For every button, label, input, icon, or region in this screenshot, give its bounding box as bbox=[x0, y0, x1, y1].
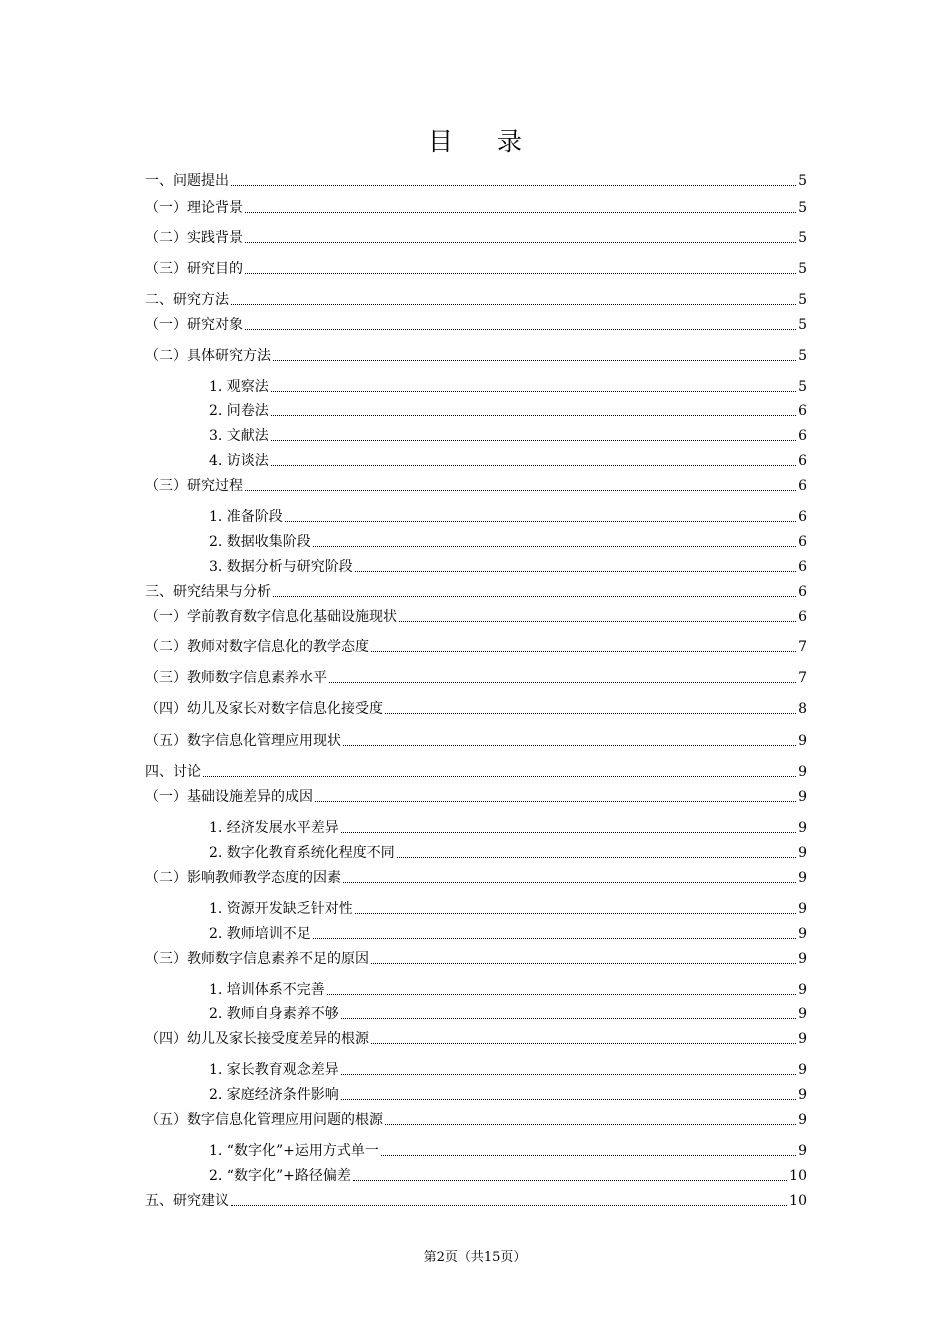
toc-entry-page-number: 5 bbox=[798, 261, 807, 277]
toc-entry[interactable] bbox=[145, 314, 807, 334]
toc-entry[interactable] bbox=[145, 1109, 807, 1129]
toc-entry[interactable] bbox=[209, 376, 807, 396]
toc-entry-page-number: 10 bbox=[789, 1168, 807, 1184]
toc-entry-label: 2. 数据收集阶段 bbox=[209, 534, 311, 550]
toc-dot-leader bbox=[371, 963, 796, 964]
toc-entry-page-number: 6 bbox=[798, 478, 807, 494]
toc-entry[interactable] bbox=[145, 258, 807, 278]
toc-dot-leader bbox=[245, 273, 796, 274]
toc-entry-page-number: 9 bbox=[798, 1031, 807, 1047]
toc-entry[interactable] bbox=[209, 923, 807, 943]
toc-entry-page-number: 6 bbox=[798, 559, 807, 575]
toc-entry[interactable] bbox=[145, 345, 807, 365]
toc-entry-label: 2. 数字化教育系统化程度不同 bbox=[209, 845, 395, 861]
toc-dot-leader bbox=[231, 185, 796, 186]
toc-entry-label: （三）教师数字信息素养不足的原因 bbox=[145, 951, 369, 967]
toc-dot-leader bbox=[341, 1018, 796, 1019]
toc-dot-leader bbox=[353, 1180, 787, 1181]
toc-entry-label: 2. “数字化”+路径偏差 bbox=[209, 1168, 351, 1184]
page-footer: 第2页（共15页） bbox=[423, 1250, 527, 1265]
toc-dot-leader bbox=[341, 1099, 796, 1100]
toc-entry[interactable] bbox=[209, 1140, 807, 1160]
toc-entry[interactable] bbox=[145, 786, 807, 806]
toc-entry-label: 2. 教师培训不足 bbox=[209, 926, 311, 942]
toc-entry-label: 2. 问卷法 bbox=[209, 403, 269, 419]
toc-entry-label: 4. 访谈法 bbox=[209, 453, 269, 469]
toc-dot-leader bbox=[381, 1155, 796, 1156]
toc-dot-leader bbox=[343, 745, 796, 746]
toc-dot-leader bbox=[273, 596, 796, 597]
toc-entry-label: 1. 经济发展水平差异 bbox=[209, 820, 339, 836]
toc-entry-page-number: 8 bbox=[798, 701, 807, 717]
toc-dot-leader bbox=[315, 801, 796, 802]
toc-entry-label: （三）研究目的 bbox=[145, 261, 243, 277]
toc-dot-leader bbox=[385, 1124, 796, 1125]
toc-entry-page-number: 6 bbox=[798, 509, 807, 525]
toc-dot-leader bbox=[273, 360, 796, 361]
toc-entry-page-number: 9 bbox=[798, 1112, 807, 1128]
toc-entry-page-number: 9 bbox=[798, 901, 807, 917]
toc-entry-label: （四）幼儿及家长对数字信息化接受度 bbox=[145, 701, 383, 717]
toc-entry-page-number: 6 bbox=[798, 609, 807, 625]
toc-dot-leader bbox=[327, 994, 796, 995]
toc-dot-leader bbox=[271, 440, 796, 441]
toc-entry-label: 2. 家庭经济条件影响 bbox=[209, 1087, 339, 1103]
toc-entry-page-number: 6 bbox=[798, 453, 807, 469]
toc-entry-page-number: 7 bbox=[798, 670, 807, 686]
toc-entry-page-number: 9 bbox=[798, 733, 807, 749]
toc-dot-leader bbox=[271, 465, 796, 466]
toc-entry-page-number: 9 bbox=[798, 982, 807, 998]
toc-dot-leader bbox=[271, 415, 796, 416]
toc-dot-leader bbox=[245, 490, 796, 491]
toc-dot-leader bbox=[313, 546, 796, 547]
toc-entry-page-number: 6 bbox=[798, 584, 807, 600]
toc-entry-label: （四）幼儿及家长接受度差异的根源 bbox=[145, 1031, 369, 1047]
toc-entry-label: 一、问题提出 bbox=[145, 173, 229, 189]
toc-title: 目录 bbox=[427, 127, 566, 156]
toc-entry[interactable] bbox=[145, 1028, 807, 1048]
toc-entry-label: （三）教师数字信息素养水平 bbox=[145, 670, 327, 686]
toc-entry-label: （一）理论背景 bbox=[145, 200, 243, 216]
toc-entry-label: 1. 资源开发缺乏针对性 bbox=[209, 901, 353, 917]
toc-dot-leader bbox=[341, 1074, 796, 1075]
toc-entry-page-number: 9 bbox=[798, 1087, 807, 1103]
toc-entry[interactable] bbox=[209, 898, 807, 918]
toc-entry-label: 1. 家长教育观念差异 bbox=[209, 1062, 339, 1078]
toc-dot-leader bbox=[245, 329, 796, 330]
toc-entry[interactable] bbox=[209, 1084, 807, 1104]
toc-entry[interactable] bbox=[209, 425, 807, 445]
toc-dot-leader bbox=[397, 857, 796, 858]
toc-entry-page-number: 9 bbox=[798, 1006, 807, 1022]
toc-entry[interactable] bbox=[145, 698, 807, 718]
toc-entry-page-number: 6 bbox=[798, 428, 807, 444]
toc-entry-label: （一）学前教育数字信息化基础设施现状 bbox=[145, 609, 397, 625]
toc-entry-label: 1. 观察法 bbox=[209, 379, 269, 395]
toc-entry-label: （二）实践背景 bbox=[145, 230, 243, 246]
toc-entry-page-number: 5 bbox=[798, 230, 807, 246]
toc-entry-label: （五）数字信息化管理应用问题的根源 bbox=[145, 1112, 383, 1128]
toc-entry-label: 3. 文献法 bbox=[209, 428, 269, 444]
toc-dot-leader bbox=[245, 212, 796, 213]
toc-entry-label: 五、研究建议 bbox=[145, 1193, 229, 1209]
toc-entry-page-number: 6 bbox=[798, 534, 807, 550]
toc-entry-page-number: 9 bbox=[798, 845, 807, 861]
toc-entry[interactable] bbox=[145, 867, 807, 887]
toc-entry[interactable] bbox=[145, 475, 807, 495]
toc-entry-label: 2. 教师自身素养不够 bbox=[209, 1006, 339, 1022]
toc-dot-leader bbox=[355, 913, 796, 914]
toc-entry[interactable] bbox=[209, 1165, 807, 1185]
toc-entry-label: （一）基础设施差异的成因 bbox=[145, 789, 313, 805]
toc-entry-label: 3. 数据分析与研究阶段 bbox=[209, 559, 353, 575]
toc-entry-label: （一）研究对象 bbox=[145, 317, 243, 333]
toc-dot-leader bbox=[329, 682, 796, 683]
toc-dot-leader bbox=[285, 521, 796, 522]
toc-entry[interactable] bbox=[209, 400, 807, 420]
toc-entry-label: 三、研究结果与分析 bbox=[145, 584, 271, 600]
toc-entry-label: （五）数字信息化管理应用现状 bbox=[145, 733, 341, 749]
toc-entry[interactable] bbox=[145, 1190, 807, 1210]
toc-entry[interactable] bbox=[209, 531, 807, 551]
toc-entry-label: （二）具体研究方法 bbox=[145, 348, 271, 364]
toc-entry-page-number: 5 bbox=[798, 292, 807, 308]
toc-entry-label: （三）研究过程 bbox=[145, 478, 243, 494]
toc-dot-leader bbox=[271, 391, 796, 392]
toc-entry[interactable] bbox=[145, 667, 807, 687]
toc-entry-page-number: 9 bbox=[798, 764, 807, 780]
toc-entry-page-number: 5 bbox=[798, 317, 807, 333]
toc-entry[interactable] bbox=[209, 1003, 807, 1023]
toc-dot-leader bbox=[245, 242, 796, 243]
toc-entry[interactable] bbox=[145, 948, 807, 968]
toc-dot-leader bbox=[231, 304, 796, 305]
toc-entry[interactable] bbox=[209, 842, 807, 862]
toc-entry-label: 1. “数字化”+运用方式单一 bbox=[209, 1143, 379, 1159]
toc-entry-page-number: 9 bbox=[798, 951, 807, 967]
toc-entry[interactable] bbox=[145, 581, 807, 601]
toc-entry[interactable] bbox=[145, 227, 807, 247]
toc-entry-page-number: 9 bbox=[798, 820, 807, 836]
toc-entry[interactable] bbox=[209, 556, 807, 576]
toc-entry[interactable] bbox=[145, 289, 807, 309]
toc-entry[interactable] bbox=[145, 197, 807, 217]
toc-entry[interactable] bbox=[209, 979, 807, 999]
toc-dot-leader bbox=[399, 621, 796, 622]
toc-entry-label: 四、讨论 bbox=[145, 764, 201, 780]
toc-entry-label: 1. 准备阶段 bbox=[209, 509, 283, 525]
toc-entry-page-number: 5 bbox=[798, 200, 807, 216]
toc-entry-page-number: 9 bbox=[798, 1143, 807, 1159]
toc-dot-leader bbox=[385, 713, 796, 714]
toc-entry[interactable] bbox=[145, 170, 807, 190]
toc-entry-page-number: 9 bbox=[798, 1062, 807, 1078]
toc-dot-leader bbox=[341, 832, 796, 833]
toc-entry[interactable] bbox=[145, 636, 807, 656]
toc-entry-page-number: 5 bbox=[798, 348, 807, 364]
toc-entry[interactable] bbox=[209, 1059, 807, 1079]
toc-entry-label: （二）影响教师教学态度的因素 bbox=[145, 870, 341, 886]
toc-dot-leader bbox=[355, 571, 796, 572]
toc-entry-label: （二）教师对数字信息化的教学态度 bbox=[145, 639, 369, 655]
toc-entry-page-number: 7 bbox=[798, 639, 807, 655]
toc-entry-page-number: 5 bbox=[798, 379, 807, 395]
toc-entry-page-number: 5 bbox=[798, 173, 807, 189]
toc-dot-leader bbox=[203, 776, 796, 777]
toc-dot-leader bbox=[343, 882, 796, 883]
toc-dot-leader bbox=[313, 938, 796, 939]
toc-entry-page-number: 10 bbox=[789, 1193, 807, 1209]
toc-entry-label: 二、研究方法 bbox=[145, 292, 229, 308]
toc-entry[interactable] bbox=[209, 450, 807, 470]
toc-entry[interactable] bbox=[145, 761, 807, 781]
toc-dot-leader bbox=[371, 651, 796, 652]
toc-entry-page-number: 9 bbox=[798, 870, 807, 886]
toc-dot-leader bbox=[371, 1043, 796, 1044]
toc-entry-label: 1. 培训体系不完善 bbox=[209, 982, 325, 998]
toc-entry-page-number: 9 bbox=[798, 789, 807, 805]
toc-entry[interactable] bbox=[145, 606, 807, 626]
toc-entry[interactable] bbox=[145, 730, 807, 750]
toc-entry-page-number: 9 bbox=[798, 926, 807, 942]
toc-entry[interactable] bbox=[209, 506, 807, 526]
toc-entry[interactable] bbox=[209, 817, 807, 837]
toc-dot-leader bbox=[231, 1205, 787, 1206]
toc-entry-page-number: 6 bbox=[798, 403, 807, 419]
